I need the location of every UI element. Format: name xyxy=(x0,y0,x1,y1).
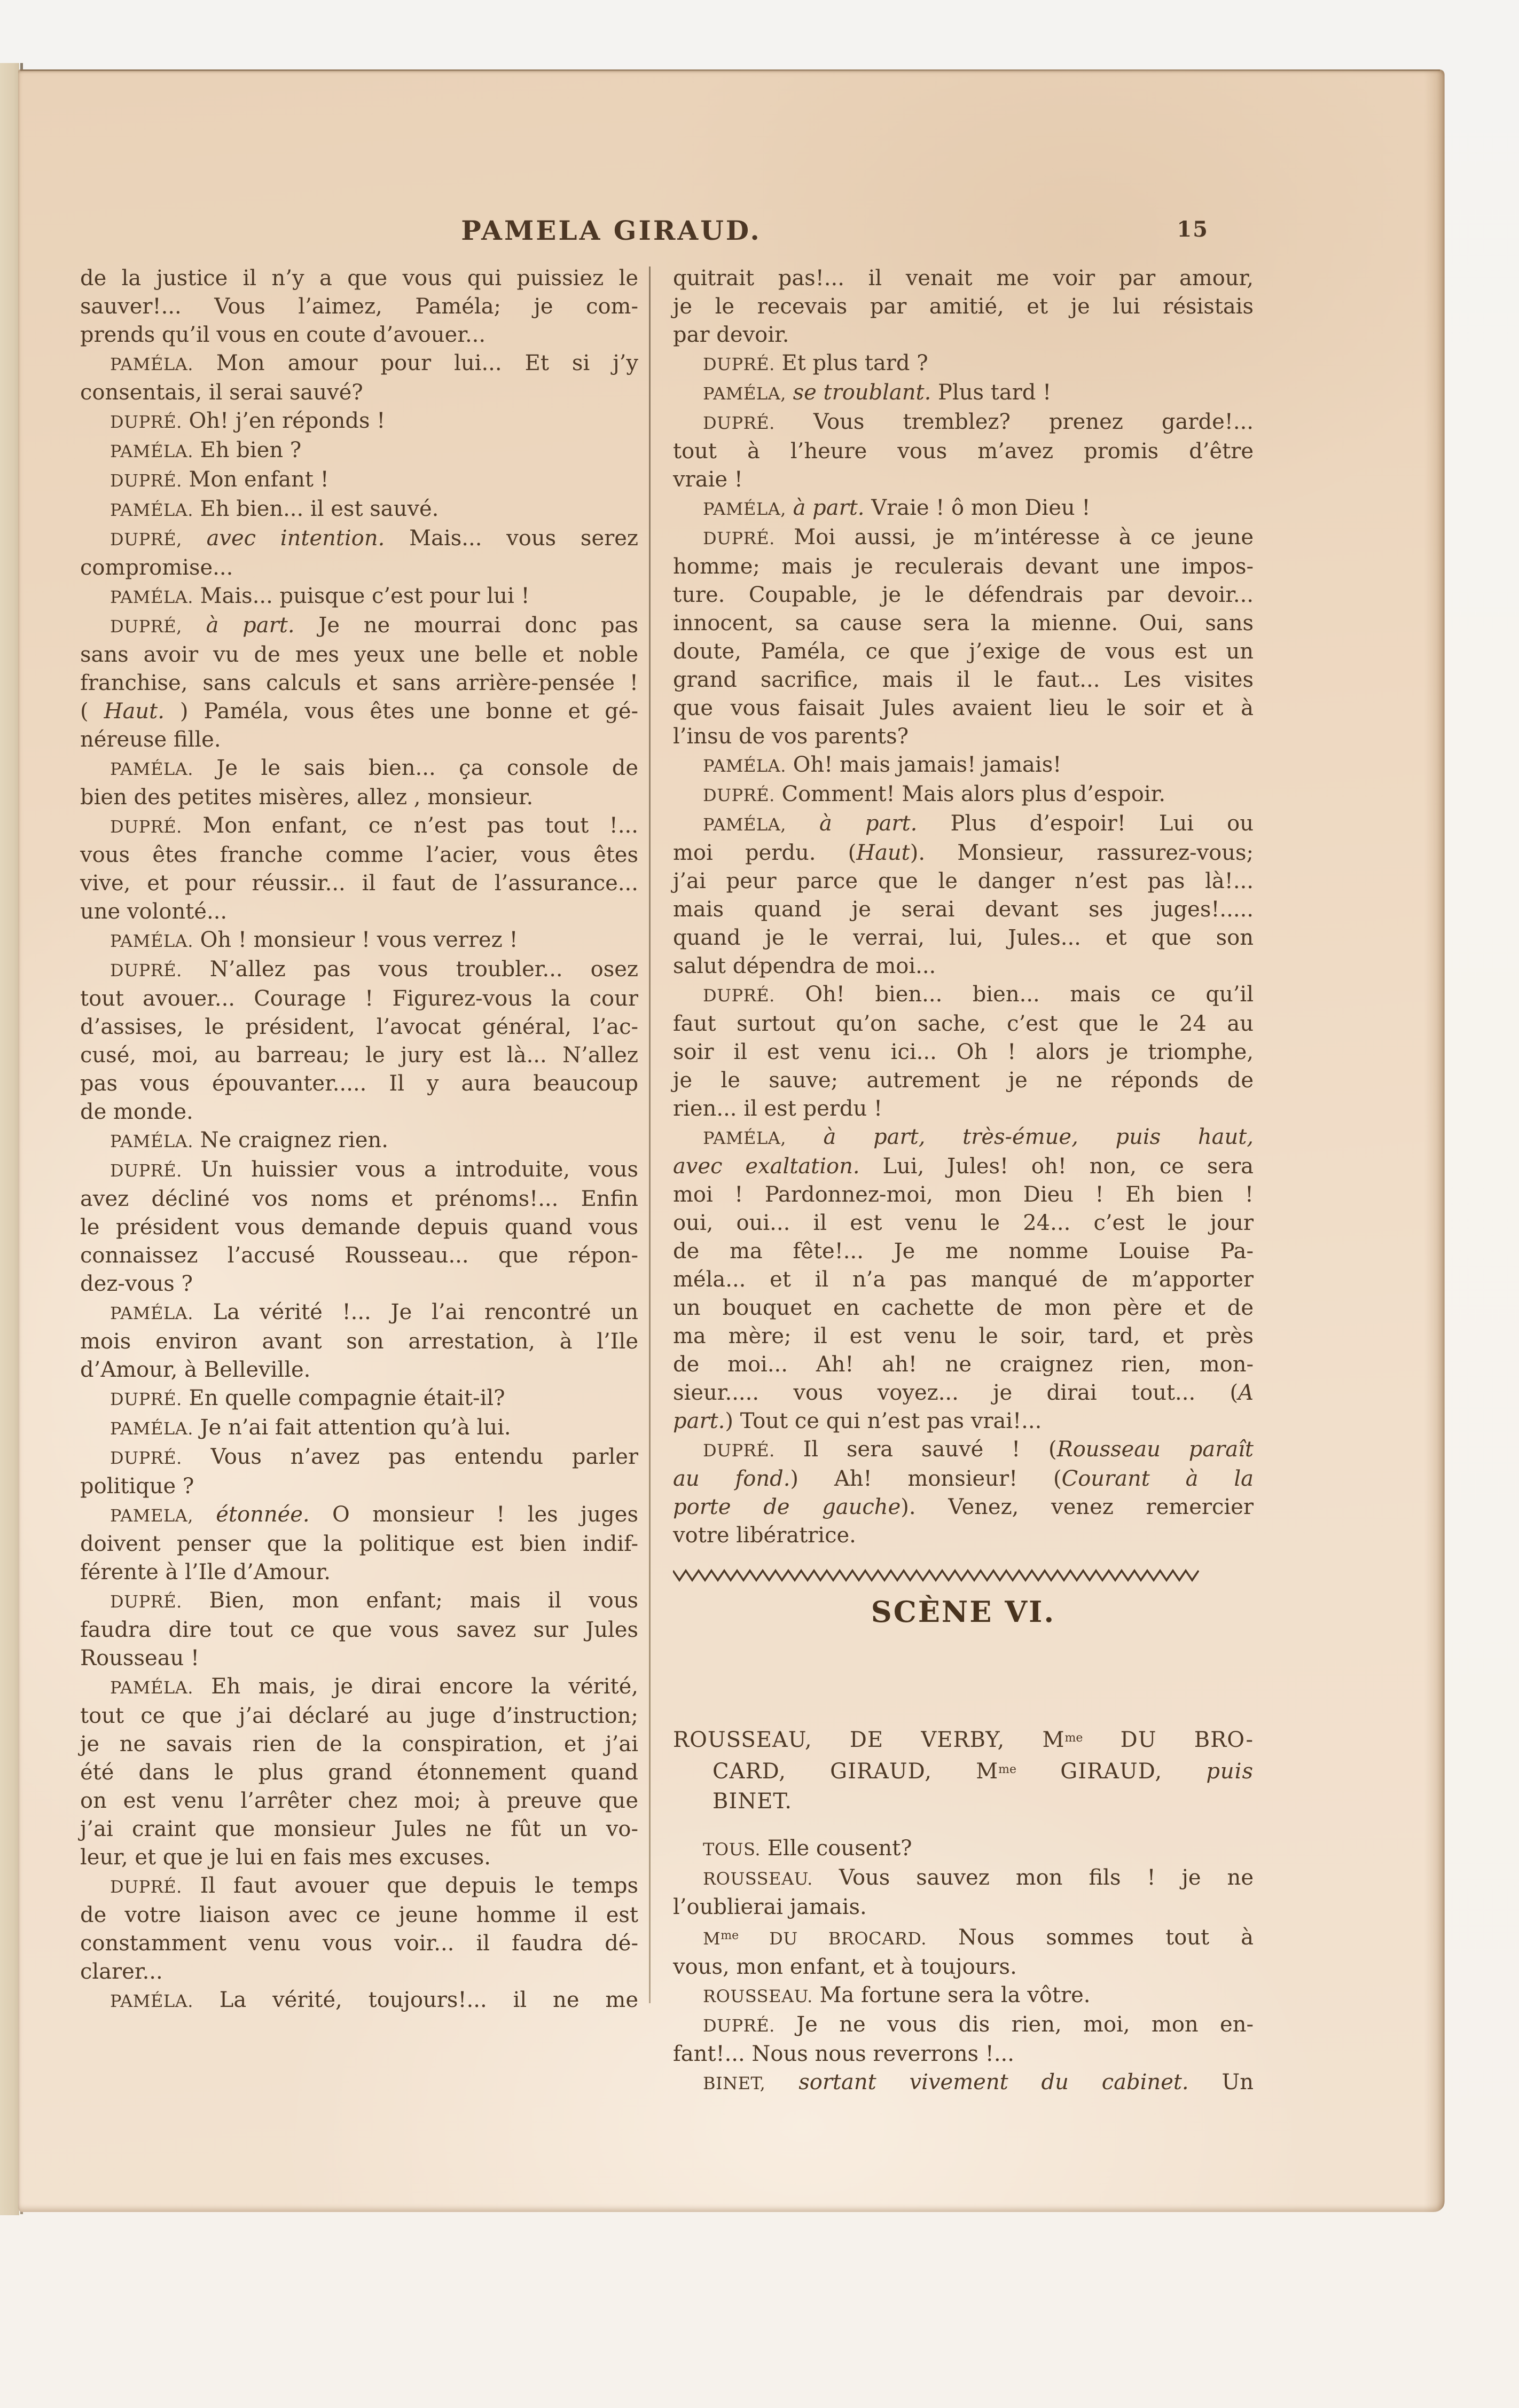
text-line: d’assises, le président, l’avocat général, l’ac- xyxy=(80,1015,638,1039)
text-line: que vous faisait Jules avaient lieu le soir et à xyxy=(673,696,1254,720)
text-line: prends qu’il vous en coute d’avouer... xyxy=(80,323,486,347)
text-line: tout à l’heure vous m’avez promis d’être xyxy=(673,439,1254,464)
text-line: mois environ avant son arrestation, à l’Ile xyxy=(80,1329,638,1354)
text-line: cusé, moi, au barreau; le jury est là... N’allez xyxy=(80,1043,638,1068)
text-line: DUPRÉ, à part. Je ne mourrai donc pas xyxy=(110,613,639,638)
left-column xyxy=(80,264,638,2015)
text-line: $M^{me}$ DU BROCARD. Nous sommes tout à xyxy=(703,1925,1254,1950)
text-line: je ne savais rien de la conspiration, et j’ai xyxy=(80,1732,638,1756)
book-page xyxy=(18,69,1444,2212)
scene-heading: SCÈNE VI. xyxy=(871,1595,1056,1629)
text-line: PAMÉLA, à part. Plus d’espoir! Lui ou xyxy=(703,811,1254,836)
text-line: compromise... xyxy=(80,555,233,580)
text-line: Rousseau ! xyxy=(80,1646,200,1670)
text-line: j’ai craint que monsieur Jules ne fût un vo- xyxy=(80,1817,638,1841)
text-line: DUPRÉ. Oh! j’en réponds ! xyxy=(110,409,386,433)
text-line: bien des petites misères, allez , monsieur. xyxy=(80,785,534,810)
adjacent-page-sliver xyxy=(0,63,19,2215)
text-line: PAMÉLA. Eh bien... il est sauvé. xyxy=(110,497,439,521)
text-line: de moi... Ah! ah! ne craignez rien, mon- xyxy=(673,1352,1254,1377)
text-line: quitrait pas!... il venait me voir par amour, xyxy=(673,266,1254,291)
text-line: DUPRÉ. Un huissier vous a introduite, vous xyxy=(110,1157,638,1182)
text-line: moi perdu. (Haut). Monsieur, rassurez-vous; xyxy=(673,841,1254,865)
text-line: PAMÉLA. Ne craignez rien. xyxy=(110,1128,389,1152)
text-line: tout ce que j’ai déclaré au juge d’instruction; xyxy=(80,1704,638,1728)
text-line: PAMÉLA. La vérité !... Je l’ai rencontré un xyxy=(110,1300,638,1324)
cast-line: BINET. xyxy=(712,1789,792,1814)
cast-line: ROUSSEAU, DE VERBY, $M^{me}$ DU BRO- xyxy=(673,1727,1254,1752)
text-line: PAMELA, étonnée. O monsieur ! les juges xyxy=(110,1502,638,1527)
text-line: TOUS. Elle cousent? xyxy=(703,1836,912,1861)
text-line: vraie ! xyxy=(673,467,743,492)
text-line: avec exaltation. Lui, Jules! oh! non, ce sera xyxy=(673,1154,1254,1179)
text-line: BINET, sortant vivement du cabinet. Un xyxy=(703,2069,1254,2095)
text-line: DUPRÉ, avec intention. Mais... vous serez xyxy=(110,526,638,551)
text-line: DUPRÉ. Moi aussi, je m’intéresse à ce jeune xyxy=(703,525,1254,550)
text-line: PAMÉLA. Oh ! monsieur ! vous verrez ! xyxy=(110,928,518,952)
text-line: vous, mon enfant, et à toujours. xyxy=(673,1954,1017,1979)
text-line: pas vous épouvanter..... Il y aura beaucoup xyxy=(80,1071,638,1096)
text-line: par devoir. xyxy=(673,323,789,347)
text-line: ROUSSEAU. Ma fortune sera la vôtre. xyxy=(703,1982,1091,2007)
text-line: DUPRÉ. Et plus tard ? xyxy=(703,351,928,375)
text-line: salut dépendra de moi... xyxy=(673,954,936,978)
text-line: le président vous demande depuis quand vous xyxy=(80,1215,638,1240)
text-line: PAMÉLA, à part, très-émue, puis haut, xyxy=(703,1125,1254,1149)
text-line: moi ! Pardonnez-moi, mon Dieu ! Eh bien ! xyxy=(673,1182,1254,1207)
text-line: de monde. xyxy=(80,1100,193,1124)
text-line: PAMÉLA. Je le sais bien... ça console de xyxy=(110,756,638,780)
text-line: au fond.) Ah! monsieur! (Courant à la xyxy=(673,1466,1254,1491)
text-line: part.) Tout ce qui n’est pas vrai!... xyxy=(673,1409,1042,1433)
text-line: porte de gauche). Venez, venez remercier xyxy=(673,1495,1254,1519)
text-line: néreuse fille. xyxy=(80,727,221,752)
text-line: doute, Paméla, ce que j’exige de vous est un xyxy=(673,639,1254,664)
text-line: politique ? xyxy=(80,1474,194,1499)
text-line: tout avouer... Courage ! Figurez-vous la cour xyxy=(80,986,638,1011)
text-line: DUPRÉ. Mon enfant, ce n’est pas tout !... xyxy=(110,813,638,838)
text-line: PAMÉLA. Eh bien ? xyxy=(110,438,302,462)
text-line: on est venu l’arrêter chez moi; à preuve que xyxy=(80,1789,638,1813)
text-line: mais quand je serai devant ses juges!..... xyxy=(673,897,1254,922)
text-line: DUPRÉ. Je ne vous dis rien, moi, mon en- xyxy=(703,2012,1254,2037)
text-line: dez-vous ? xyxy=(80,1272,193,1296)
text-line: été dans le plus grand étonnement quand xyxy=(80,1760,638,1785)
text-line: férente à l’Ile d’Amour. xyxy=(80,1560,331,1585)
text-line: ma mère; il est venu le soir, tard, et près xyxy=(673,1324,1254,1348)
zigzag-divider xyxy=(673,1563,1254,1580)
text-line: consentais, il serai sauvé? xyxy=(80,380,363,405)
text-line: DUPRÉ. En quelle compagnie était-il? xyxy=(110,1386,505,1410)
text-line: l’oublierai jamais. xyxy=(673,1894,867,1919)
text-line: fant!... Nous nous reverrons !... xyxy=(673,2041,1014,2066)
text-line: d’Amour, à Belleville. xyxy=(80,1358,311,1382)
text-line: un bouquet en cachette de mon père et de xyxy=(673,1296,1254,1320)
text-line: PAMÉLA. Mais... puisque c’est pour lui ! xyxy=(110,584,530,608)
text-line: vous êtes franche comme l’acier, vous êtes xyxy=(80,843,638,867)
text-line: PAMÉLA. Eh mais, je dirai encore la vérité, xyxy=(110,1674,638,1699)
text-line: sauver!... Vous l’aimez, Paméla; je com- xyxy=(80,294,638,319)
text-line: connaissez l’accusé Rousseau... que répon- xyxy=(80,1243,638,1268)
cast-line: CARD, GIRAUD, $M^{me}$ GIRAUD, puis xyxy=(712,1759,1254,1784)
text-line: DUPRÉ. Oh! bien... bien... mais ce qu’il xyxy=(703,982,1254,1007)
text-line: l’insu de vos parents? xyxy=(673,724,909,749)
text-line: PAMÉLA. Oh! mais jamais! jamais! xyxy=(703,752,1062,777)
text-line: DUPRÉ. Il faut avouer que depuis le temps xyxy=(110,1873,638,1898)
text-line: DUPRÉ. Comment! Mais alors plus d’espoir. xyxy=(703,782,1166,806)
page-number: 15 xyxy=(1177,217,1209,242)
text-line: PAMÉLA, se troublant. Plus tard ! xyxy=(703,380,1052,405)
text-line: PAMÉLA. Mon amour pour lui... Et si j’y xyxy=(110,351,638,375)
text-line: de votre liaison avec ce jeune homme il est xyxy=(80,1903,638,1927)
text-line: je le recevais par amitié, et je lui résistais xyxy=(673,294,1254,319)
text-line: j’ai peur parce que le danger n’est pas là!... xyxy=(673,869,1254,893)
text-line: sieur..... vous voyez... je dirai tout... (A xyxy=(673,1381,1254,1405)
text-line: oui, oui... il est venu le 24... c’est le jour xyxy=(673,1211,1254,1235)
text-line: ( Haut. ) Paméla, vous êtes une bonne et gé- xyxy=(80,699,639,724)
text-line: DUPRÉ. N’allez pas vous troubler... osez xyxy=(110,957,638,982)
text-line: DUPRÉ. Vous tremblez? prenez garde!... xyxy=(703,410,1254,434)
text-line: soir il est venu ici... Oh ! alors je triomphe, xyxy=(673,1040,1254,1064)
text-line: PAMÉLA. Je n’ai fait attention qu’à lui. xyxy=(110,1415,511,1440)
text-line: grand sacrifice, mais il le faut... Les visites xyxy=(673,668,1254,692)
text-line: DUPRÉ. Bien, mon enfant; mais il vous xyxy=(110,1588,638,1613)
text-line: de la justice il n’y a que vous qui puissiez le xyxy=(80,266,638,291)
text-line: sans avoir vu de mes yeux une belle et noble xyxy=(80,642,638,667)
text-line: franchise, sans calculs et sans arrière-pensée ! xyxy=(80,671,638,695)
text-line: rien... il est perdu ! xyxy=(673,1096,883,1121)
text-line: PAMÉLA. La vérité, toujours!... il ne me xyxy=(110,1988,638,2012)
text-line: homme; mais je reculerais devant une impos- xyxy=(673,554,1254,579)
text-line: PAMÉLA, à part. Vraie ! ô mon Dieu ! xyxy=(703,496,1091,520)
text-line: votre libératrice. xyxy=(673,1523,856,1548)
page-title: PAMELA GIRAUD. xyxy=(461,215,762,246)
right-column xyxy=(673,264,1254,2098)
text-line: constamment venu vous voir... il faudra dé- xyxy=(80,1931,638,1956)
text-line: ROUSSEAU. Vous sauvez mon fils ! je ne xyxy=(703,1865,1254,1890)
text-line: de ma fête!... Je me nomme Louise Pa- xyxy=(673,1239,1254,1264)
text-line: quand je le verrai, lui, Jules... et que son xyxy=(673,925,1254,950)
text-line: doivent penser que la politique est bien indif- xyxy=(80,1532,638,1556)
text-line: méla... et il n’a pas manqué de m’apporter xyxy=(673,1267,1254,1292)
text-line: leur, et que je lui en fais mes excuses. xyxy=(80,1845,491,1870)
text-line: DUPRÉ. Vous n’avez pas entendu parler xyxy=(110,1445,638,1469)
text-line: clarer... xyxy=(80,1959,163,1984)
text-line: vive, et pour réussir... il faut de l’assurance... xyxy=(80,871,638,896)
text-line: DUPRÉ. Il sera sauvé ! (Rousseau paraît xyxy=(703,1437,1254,1462)
text-line: je le sauve; autrement je ne réponds de xyxy=(673,1068,1254,1093)
text-line: avez décliné vos noms et prénoms!... Enfin xyxy=(80,1187,638,1211)
text-line: innocent, sa cause sera la mienne. Oui, sans xyxy=(673,611,1254,636)
running-header xyxy=(80,215,1254,252)
text-block xyxy=(80,264,1254,2098)
text-line: ture. Coupable, je le défendrais par devoir... xyxy=(673,583,1254,607)
text-line: faut surtout qu’on sache, c’est que le 24 au xyxy=(673,1011,1254,1036)
text-line: faudra dire tout ce que vous savez sur Jules xyxy=(80,1618,638,1642)
text-line: une volonté... xyxy=(80,899,228,924)
text-line: DUPRÉ. Mon enfant ! xyxy=(110,467,329,492)
column-divider xyxy=(649,266,651,2003)
